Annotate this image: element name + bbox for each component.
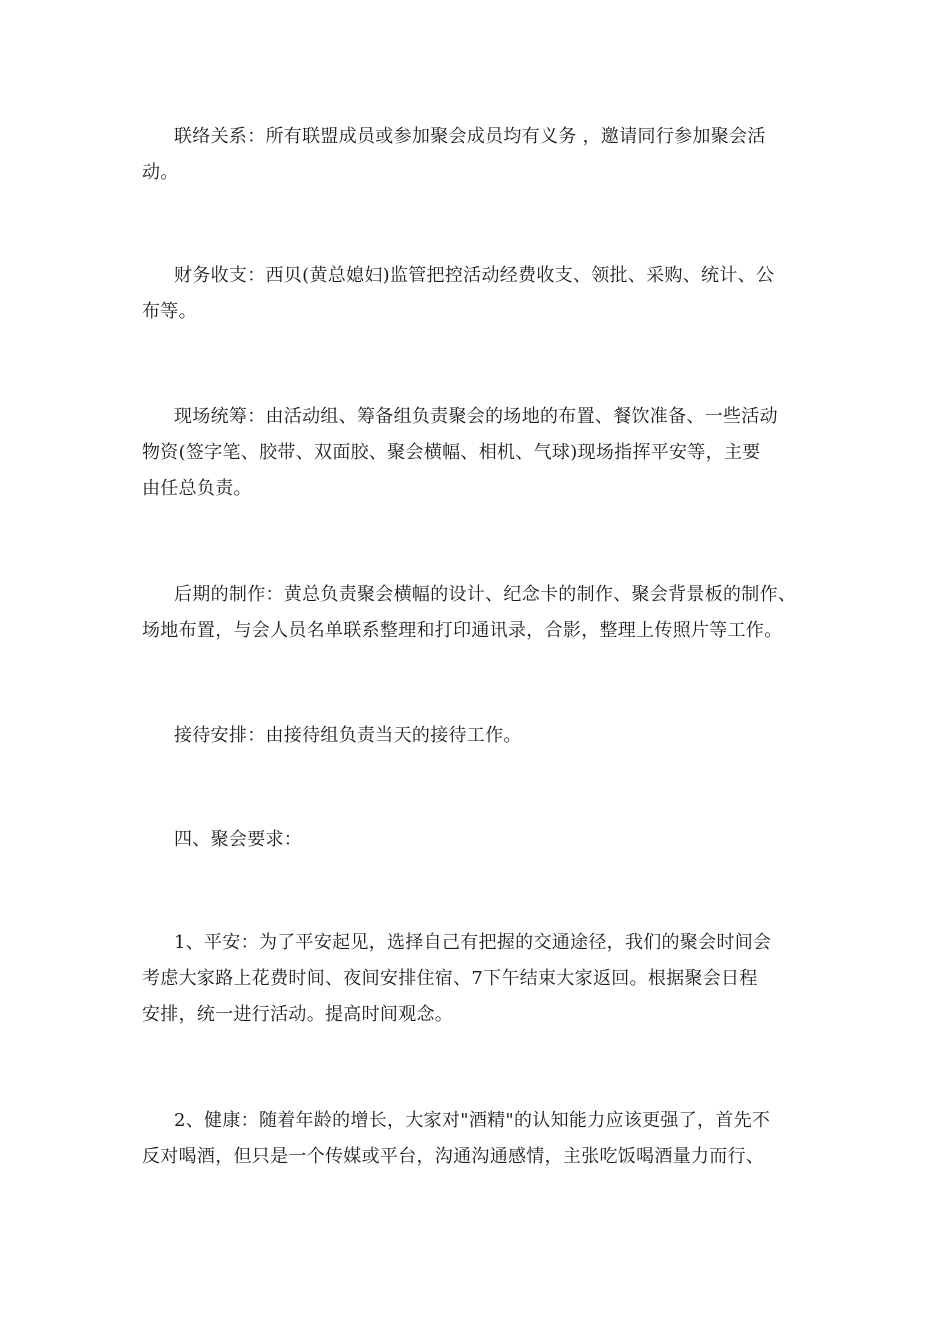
- paragraph-post-production: [142, 577, 822, 649]
- section-heading: 四、聚会要求：: [174, 829, 303, 850]
- paragraph-line: 反对喝酒，但只是一个传媒或平台，沟通沟通感情，主张吃饭喝酒量力而行、: [142, 1146, 765, 1167]
- paragraph-health: [142, 1103, 822, 1175]
- paragraph-line: 由任总负责。: [142, 478, 252, 499]
- paragraph-reception: [142, 718, 822, 754]
- paragraph-line: 现场统筹：由活动组、筹备组负责聚会的场地的布置、餐饮准备、一些活动: [174, 406, 778, 427]
- paragraph-line: 联络关系：所有联盟成员或参加聚会成员均有义务 ，邀请同行参加聚会活: [174, 126, 766, 147]
- paragraph-line: 物资(签字笔、胶带、双面胶、聚会横幅、相机、气球)现场指挥平安等，主要: [142, 442, 761, 463]
- paragraph-onsite-coordination: [142, 399, 822, 507]
- paragraph-line: 场地布置，与会人员名单联系整理和打印通讯录，合影，整理上传照片等工作。: [142, 620, 783, 641]
- paragraph-line: 后期的制作：黄总负责聚会横幅的设计、纪念卡的制作、聚会背景板的制作、: [174, 584, 797, 605]
- paragraph-safety: [142, 925, 822, 1033]
- paragraph-line: 安排，统一进行活动。提高时间观念。: [142, 1004, 454, 1025]
- paragraph-line: 布等。: [142, 301, 197, 322]
- paragraph-line: 财务收支：西贝(黄总媳妇)监管把控活动经费收支、领批、采购、统计、公: [174, 265, 775, 286]
- paragraph-line: 动。: [142, 162, 179, 183]
- paragraph-line: 2、健康：随着年龄的增长，大家对"酒精"的认知能力应该更强了，首先不: [174, 1110, 771, 1131]
- paragraph-line: 1、平安：为了平安起见，选择自己有把握的交通途径，我们的聚会时间会: [174, 932, 772, 953]
- paragraph-finance: [142, 258, 822, 330]
- paragraph-line: 接待安排：由接待组负责当天的接待工作。: [174, 725, 522, 746]
- paragraph-line: 考虑大家路上花费时间、夜间安排住宿、7下午结束大家返回。根据聚会日程: [142, 968, 758, 989]
- section-heading-requirements: [142, 822, 822, 858]
- paragraph-liaison: [142, 119, 822, 191]
